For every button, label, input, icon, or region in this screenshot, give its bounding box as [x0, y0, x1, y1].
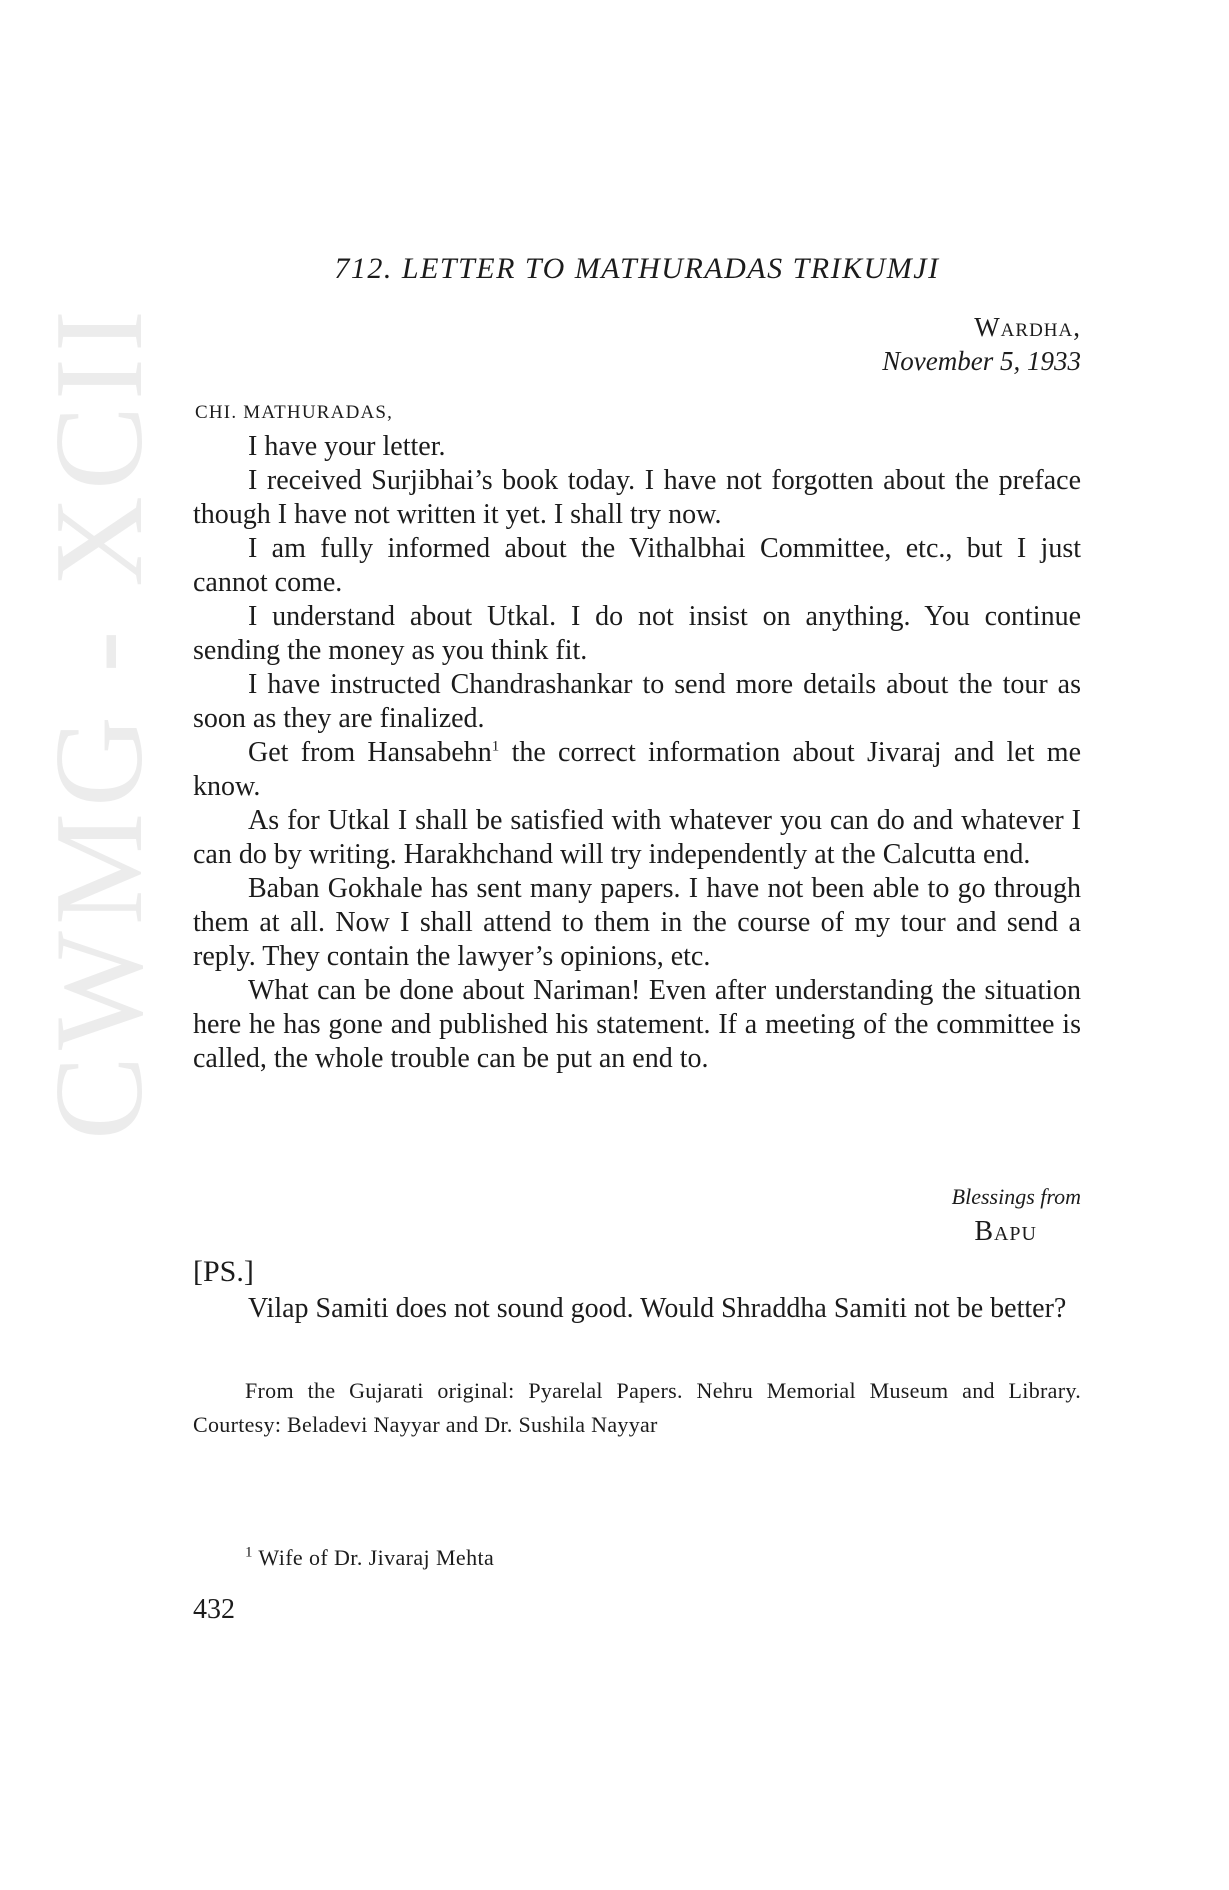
postscript-text: Vilap Samiti does not sound good. Would Shraddha Samiti not be better?	[248, 1293, 1067, 1324]
signature-name: Bapu	[974, 1216, 1037, 1247]
source-note: From the Gujarati original: Pyarelal Papers. Nehru Memorial Museum and Library. Courtesy: Beladevi Nayyar and Dr. Sushila Nayyar	[193, 1378, 1081, 1437]
dateline-date: November 5, 1933	[882, 346, 1081, 376]
letter-title: LETTER TO MATHURADAS TRIKUMJI	[401, 252, 940, 285]
paragraph: As for Utkal I shall be satisfied with whatever you can do and whatever I can do by writing. Harakhchand will try independently at the Calcutta end.	[193, 805, 1081, 870]
footnote	[245, 1545, 494, 1571]
paragraph: I have your letter.	[248, 431, 446, 462]
signature-blessings: Blessings from	[951, 1184, 1081, 1209]
footnote-text: Wife of Dr. Jivaraj Mehta	[252, 1545, 495, 1570]
paragraph: I have instructed Chandrashankar to send more details about the tour as soon as they are finalized.	[193, 669, 1081, 734]
paragraph: What can be done about Nariman! Even after understanding the situation here he has gone and published his statement. If a meeting of the committee is called, the whole trouble can be put an end to.	[193, 975, 1081, 1074]
paragraph-rest: the correct information about Jivaraj and let me know.	[193, 737, 1081, 802]
letter-body	[193, 430, 1081, 1076]
paragraph: I received Surjibhai’s book today. I have not forgotten about the preface though I have not written it yet. I shall try now.	[193, 465, 1081, 530]
letter-heading	[193, 252, 1081, 286]
salutation: CHI. MATHURADAS,	[195, 402, 394, 423]
paragraph-with-footnote	[193, 736, 1081, 804]
page-number: 432	[193, 1594, 235, 1625]
dateline-place: Wardha,	[974, 312, 1081, 342]
paragraph: Baban Gokhale has sent many papers. I have not been able to go through them at all. Now I shall attend to them in the course of my tour and send a reply. They contain the lawyer’s opinions, etc.	[193, 873, 1081, 972]
footnote-reference: 1	[491, 738, 500, 755]
paragraph-start: Get from Hansabehn	[248, 737, 492, 768]
postscript-label: [PS.]	[193, 1255, 254, 1288]
watermark: CWMG - XCII	[30, 304, 169, 1140]
paragraph: I am fully informed about the Vithalbhai Committee, etc., but I just cannot come.	[193, 533, 1081, 598]
letter-number: 712.	[334, 252, 393, 285]
paragraph: I understand about Utkal. I do not insist on anything. You continue sending the money as you think fit.	[193, 601, 1081, 666]
footnote-marker: 1	[245, 1544, 253, 1561]
